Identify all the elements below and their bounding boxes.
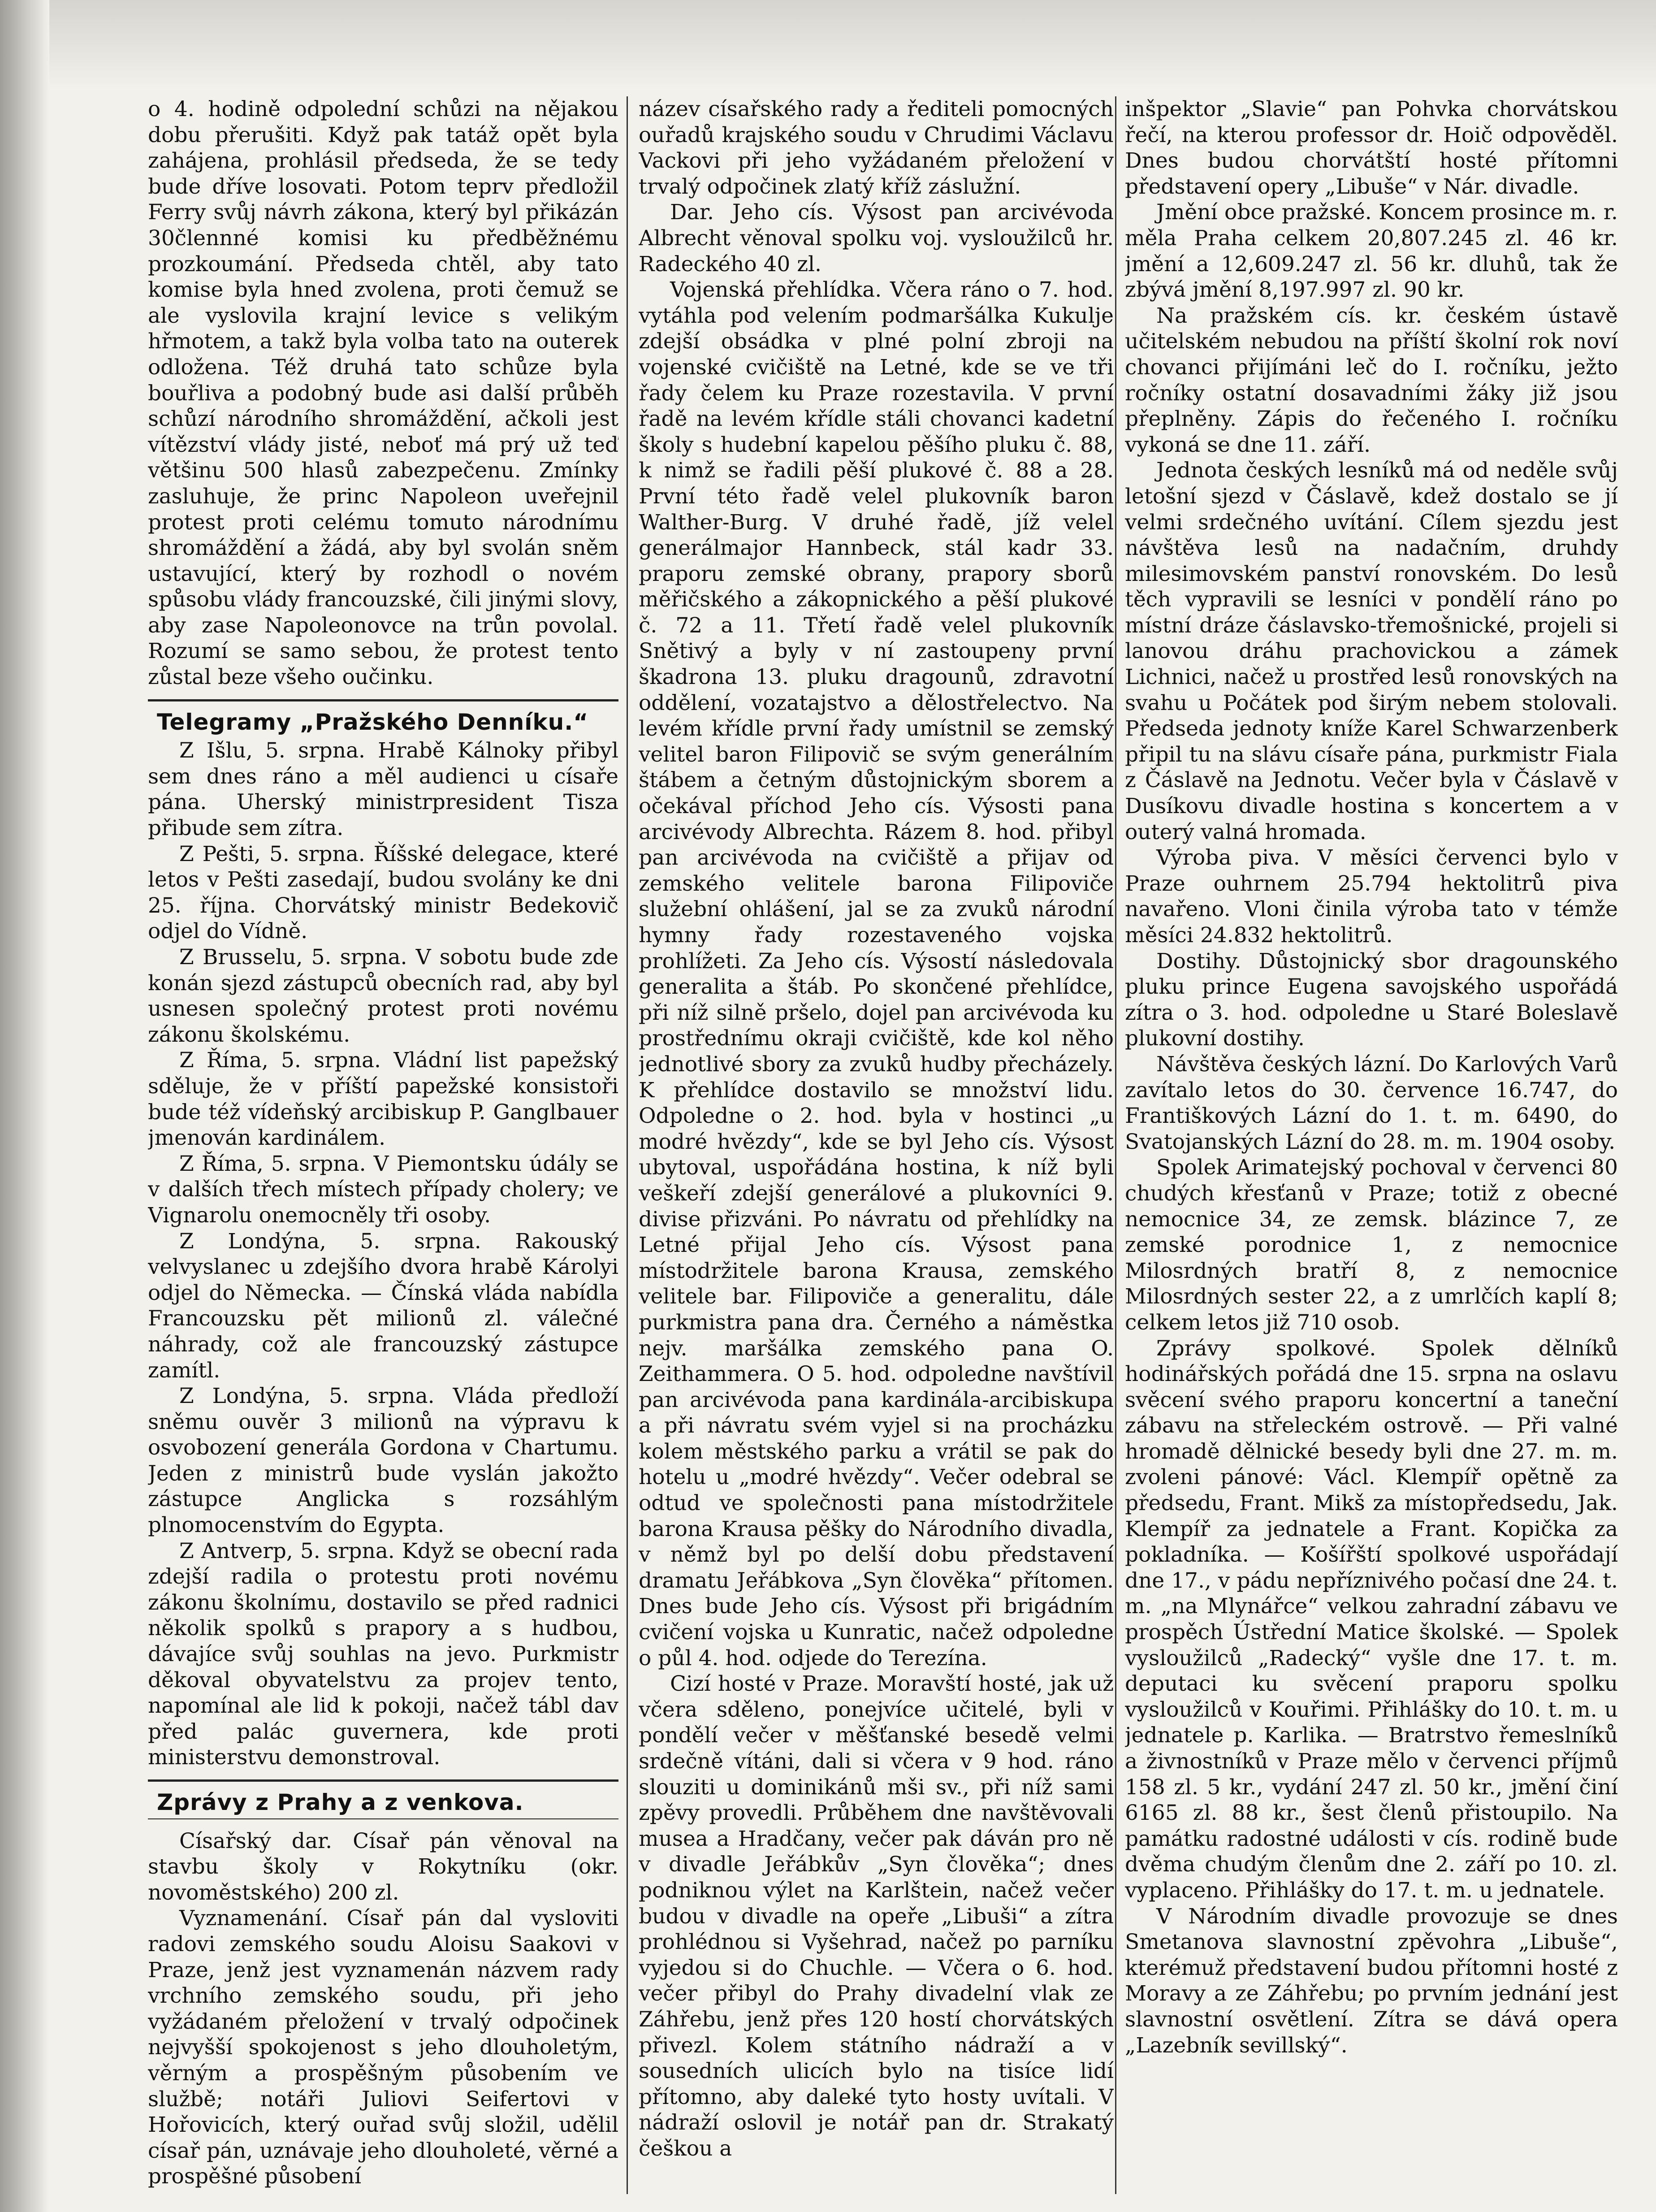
news-item: Dar. Jeho cís. Výsost pan arcivévoda Albrecht věnoval spolku voj. vysloužilců hr. Radeckého 40 zl. (639, 200, 1114, 277)
telegram-item: Z Říma, 5. srpna. V Piemontsku údály se v dalších třech místech případy cholery; ve Vignarolu onemocněly tři osoby. (148, 1151, 618, 1228)
telegram-item: Z Brusselu, 5. srpna. V sobotu bude zde konán sjezd zástupců obecních rad, aby byl usnesen společný protest proti novému zákonu školskému. (148, 945, 618, 1047)
column-3 (1125, 96, 1618, 2194)
section-rule (148, 699, 618, 701)
telegram-item: Z Antverp, 5. srpna. Když se obecní rada zdejší radila o protestu proti novému zákonu školnímu, dostavilo se před radnici několik spolků s prapory a s hudbou, dávajíce svůj souhlas na jevo. Purkmistr děkoval obyvatelstvu za projev tento, napomínal ale lid k pokoji, načež tábl dav před palác guvernera, kde proti ministerstvu demonstroval. (148, 1538, 618, 1770)
news-item: Zprávy spolkové. Spolek dělníků hodinářských pořádá dne 15. srpna na oslavu svěcení svého praporu koncertní a taneční zábavu na střeleckém ostrově. — Při valné hromadě dělnické besedy byli dne 27. m. m. zvoleni pánové: Václ. Klempíř opětně za předsedu, Frant. Mikš za místopředsedu, Jak. Klempíř za jednatele a Frant. Kopička za pokladníka. — Košířští spolkové uspořádají dne 17., v pádu nepříznivého počasí dne 24. t. m. „na Mlynářce“ velkou zahradní zábavu ve prospěch Ústřední Matice školské. — Spolek vysloužilců „Radecký“ vyšle dne 17. t. m. deputaci ku svěcení praporu spolku vysloužilců v Kouřimi. Přihlášky do 10. t. m. u jednatele p. Karlika. — Bratrstvo řemeslníků a živnostníků v Praze mělo v červenci příjmů 158 zl. 5 kr., vydání 247 zl. 50 kr., jmění činí 6165 zl. 88 kr., šest členů přistoupilo. Na památku radostné události v cís. rodině bude dvěma chudým členům dne 2. září po 10. zl. vyplaceno. Přihlášky do 17. t. m. u jednatele. (1125, 1336, 1618, 1903)
news-item: Jmění obce pražské. Koncem prosince m. r. měla Praha celkem 20,807.245 zl. 46 kr. jmění a 12,609.247 zl. 56 kr. dluhů, tak že zbývá jmění 8,197.997 zl. 90 kr. (1125, 200, 1618, 303)
section-rule (148, 1779, 618, 1782)
column-2 (639, 96, 1114, 2194)
heading-telegrams: Telegramy „Pražského Denníku.“ (157, 709, 589, 735)
telegram-item: Z Pešti, 5. srpna. Říšské delegace, které letos v Pešti zasedají, budou svolány ke dni 25. října. Chorvátský ministr Bedekovič odjel do Vídně. (148, 841, 618, 944)
telegram-item: Z Londýna, 5. srpna. Vláda předloží sněmu ouvěr 3 milionů na výpravu k osvobození generála Gordona v Chartumu. Jeden z ministrů bude vyslán jakožto zástupce Anglicka s rozsáhlým plnomocenstvím do Egypta. (148, 1384, 618, 1538)
news-item: Císařský dar. Císař pán věnoval na stavbu školy v Rokytníku (okr. novoměstského) 200 zl. (148, 1828, 618, 1905)
article-continuation: o 4. hodině odpolední schůzi na nějakou dobu přerušiti. Když pak tatáž opět byla zahájena, prohlásil předseda, že se tedy bude dříve losovati. Potom teprv předložil Ferry svůj návrh zákona, který byl přikázán 30člennné komisi ku předběžnému prozkoumání. Předseda chtěl, aby tato komise byla hned zvolena, proti čemuž se ale vyslovila krajní levice s velikým hřmotem, a takž byla volba tato na outerek odložena. Též druhá tato schůze byla bouřliva a podobný bude asi další průběh schůzí národního shromáždění, ačkoli jest vítězství vlády jisté, neboť má prý už teď většinu 500 hlasů zabezpečenu. Zmínky zasluhuje, že princ Napoleon uveřejnil protest proti celému tomuto národnímu shromáždění a žádá, aby byl svolán sněm ustavující, který by rozhodl o novém spůsobu vlády francouzské, čili jinými slovy, aby zase Napoleonovce na trůn povolal. Rozumí se samo sebou, že protest tento zůstal beze všeho oučinku. (148, 97, 618, 690)
news-item: inšpektor „Slavie“ pan Pohvka chorvátskou řečí, na kterou professor dr. Hoič odpověděl. Dnes budou chorvátští hosté přítomni představení opery „Libuše“ v Nár. divadle. (1125, 97, 1618, 199)
news-item: Dostihy. Důstojnický sbor dragounského pluku prince Eugena savojského uspořádá zítra o 3. hod. odpoledne u Staré Boleslavě plukovní dostihy. (1125, 948, 1618, 1051)
telegram-item: Z Říma, 5. srpna. Vládní list papežský sděluje, že v příští papežské konsistoři bude též vídeňský arcibiskup P. Ganglbauer jmenován kardinálem. (148, 1048, 618, 1151)
news-item: Na pražském cís. kr. českém ústavě učitelském nebudou na příští školní rok noví chovanci přijímáni leč do I. ročníku, ježto ročníky ostatní dosavadními žáky již jsou přeplněny. Zápis do řečeného I. ročníku vykoná se dne 11. září. (1125, 303, 1618, 457)
telegram-item: Z Išlu, 5. srpna. Hrabě Kálnoky přibyl sem dnes ráno a měl audienci u císaře pána. Uherský ministrpresident Tisza přibude sem zítra. (148, 738, 618, 841)
page-top-shading (0, 0, 1656, 90)
news-item: Vojenská přehlídka. Včera ráno o 7. hod. vytáhla pod velením podmaršálka Kukulje zdejší obsádka v plné polní zbroji na vojenské cvičiště na Letné, kde se ve tři řady čelem ku Praze rozestavila. V první řadě na levém křídle stáli chovanci kadetní školy s hudební kapelou pěšího pluku č. 88, k nimž se řadili pěší plukové č. 88 a 28. První této řadě velel plukovník baron Walther-Burg. V druhé řadě, jíž velel generálmajor Hannbeck, stál kadr 33. praporu zemské obrany, prapory sborů měřičského a zákopnického a pěší plukové č. 72 a 11. Třetí řadě velel plukovník Snětivý a byly v ní zastoupeny první škadrona 13. pluku dragounů, zdravotní oddělení, vozatajstvo a dělostřelectvo. Na levém křídle první řady umístnil se zemský velitel baron Filipovič se svým generálním štábem a četným důstojnickým sborem a očekával příchod Jeho cís. Výsosti pana arcivévody Albrechta. Rázem 8. hod. přibyl pan arcivévoda na cvičiště a přijav od zemského velitele barona Filipoviče služební ohlášení, jal se za zvuků národní hymny řady rozestaveného vojska prohlížeti. Za Jeho cís. Výsostí následovala generalita a štáb. Po skončené přehlídce, při níž silně pršelo, dojel pan arcivévoda ku prostřednímu okraji cvičiště, kde kol něho jednotlivé sbory za zvuků hudby přecházely. K přehlídce dostavilo se množství lidu. Odpoledne o 2. hod. byla v hostinci „u modré hvězdy“, kde se byl Jeho cís. Výsost ubytoval, uspořádána hostina, k níž byli veškeří zdejší generálové a plukovníci 9. divise přizváni. Po návratu od přehlídky na Letné přijal Jeho cís. Výsost pana místodržitele barona Krausa, zemského velitele bar. Filipoviče a generalitu, dále purkmistra pana dra. Černého a náměstka nejv. maršálka zemského pana O. Zeithammera. O 5. hod. odpoledne navštívil pan arcivévoda pana kardinála-arcibiskupa a při návratu svém vyjel si na procházku kolem městského parku a vrátil se pak do hotelu u „modré hvězdy“. Večer odebral se odtud ve společnosti pana místodržitele barona Krausa pěšky do Národního divadla, v němž byl po delší dobu představení dramatu Jeřábkova „Syn člověka“ přítomen. Dnes bude Jeho cís. Výsost při brigádním cvičení vojska u Kunratic, načež odpoledne o půl 4. hod. odjede do Terezína. (639, 277, 1114, 1671)
column-rule-1 (627, 96, 628, 2194)
news-item: Cizí hosté v Praze. Moravští hosté, jak už včera sděleno, ponejvíce učitelé, byli v pondělí večer v měšťanské besedě velmi srdečně vítáni, dali si včera v 9 hod. ráno slouziti u dominikánů mši sv., při níž sami zpěvy provedli. Průběhem dne navštěvovali musea a Hradčany, večer pak dáván pro ně v divadle Jeřábkův „Syn člověka“; dnes podniknou výlet na Karlštein, načež večer budou v divadle na opeře „Libuši“ a zítra prohlédnou si Vyšehrad, načež po parníku vyjedou si do Chuchle. — Včera o 6. hod. večer přibyl do Prahy divadelní vlak ze Záhřebu, jenž přes 120 hostí chorvátských přivezl. Kolem státního nádraží a v sousedních ulicích bylo na tisíce lidí přítomno, aby daleké tyto hosty uvítali. V nádraží oslovil je notář pan dr. Strakatý češkou a (639, 1671, 1114, 2161)
column-1 (148, 96, 618, 2194)
column-rule-2 (1115, 96, 1116, 2194)
news-item: Vyznamenání. Císař pán dal vysloviti radovi zemského soudu Aloisu Saakovi v Praze, jenž jest vyznamenán názvem rady vrchního zemského soudu, při jeho vyžádaném přeložení v trvalý odpočinek nejvyšší spokojenost s jeho dlouholetým, věrným a prospěšným působením ve službě; notáři Juliovi Seifertovi v Hořovicích, který ouřad svůj složil, udělil císař pán, uznávaje jeho dlouholeté, věrné a prospěšné působení (148, 1906, 618, 2189)
news-item: Jednota českých lesníků má od neděle svůj letošní sjezd v Čáslavě, kdež dostalo se jí velmi srdečného uvítání. Cílem sjezdu jest návštěva lesů na nadačním, druhdy milesimovském panství ronovském. Do lesů těch vypravili se lesníci v pondělí ráno po místní dráze čáslavsko-třemošnické, projeli si lanovou dráhu prachovickou a zámek Lichnici, načež u prostřed lesů ronovských na svahu u Počátek pod širým nebem stolovali. Předseda jednoty kníže Karel Schwarzenberk připil tu na slávu císaře pána, purkmistr Fiala z Čáslavě na Jednotu. Večer byla v Čáslavě v Dusíkovu divadle hostina s koncertem a v outerý valná hromada. (1125, 458, 1618, 844)
news-item: Návštěva českých lázní. Do Karlových Varů zavítalo letos do 30. července 16.747, do Františkových Lázní do 1. t. m. 6490, do Svatojanských Lázní do 28. m. m. 1904 osoby. (1125, 1052, 1618, 1154)
page-left-shading (0, 0, 49, 2212)
heading-local-news: Zprávy z Prahy a z venkova. (157, 1789, 524, 1815)
news-item: Spolek Arimatejský pochoval v červenci 80 chudých křesťanů v Praze; totiž z obecné nemocnice 34, ze zemsk. blázince 7, ze zemské porodnice 1, z nemocnice Milosrdných bratří 8, z nemocnice Milosrdných sester 22, a z umrlčích kaplí 8; celkem letos již 710 osob. (1125, 1155, 1618, 1335)
news-item: Výroba piva. V měsíci červenci bylo v Praze ouhrnem 25.794 hektolitrů piva navařeno. Vloni činila výroba tato v témže měsíci 24.832 hektolitrů. (1125, 845, 1618, 948)
heading-underline (148, 1818, 618, 1819)
news-item: V Národním divadle provozuje se dnes Smetanova slavnostní zpěvohra „Libuše“, kterémuž představení budou přítomni hosté z Moravy a ze Záhřebu; po prvním jednání jest slavnostní osvětlení. Zítra se dává opera „Lazebník sevillský“. (1125, 1904, 1618, 2058)
telegram-item: Z Londýna, 5. srpna. Rakouský velvyslanec u zdejšího dvora hrabě Károlyi odjel do Německa. — Čínská vláda nabídla Francouzsku pět milionů zl. válečné náhrady, což ale francouzský zástupce zamítl. (148, 1229, 618, 1383)
news-item: název císařského rady a řediteli pomocných ouřadů krajského soudu v Chrudimi Václavu Vackovi při jeho vyžádaném přeložení v trvalý odpočinek zlatý kříž záslužní. (639, 97, 1114, 199)
